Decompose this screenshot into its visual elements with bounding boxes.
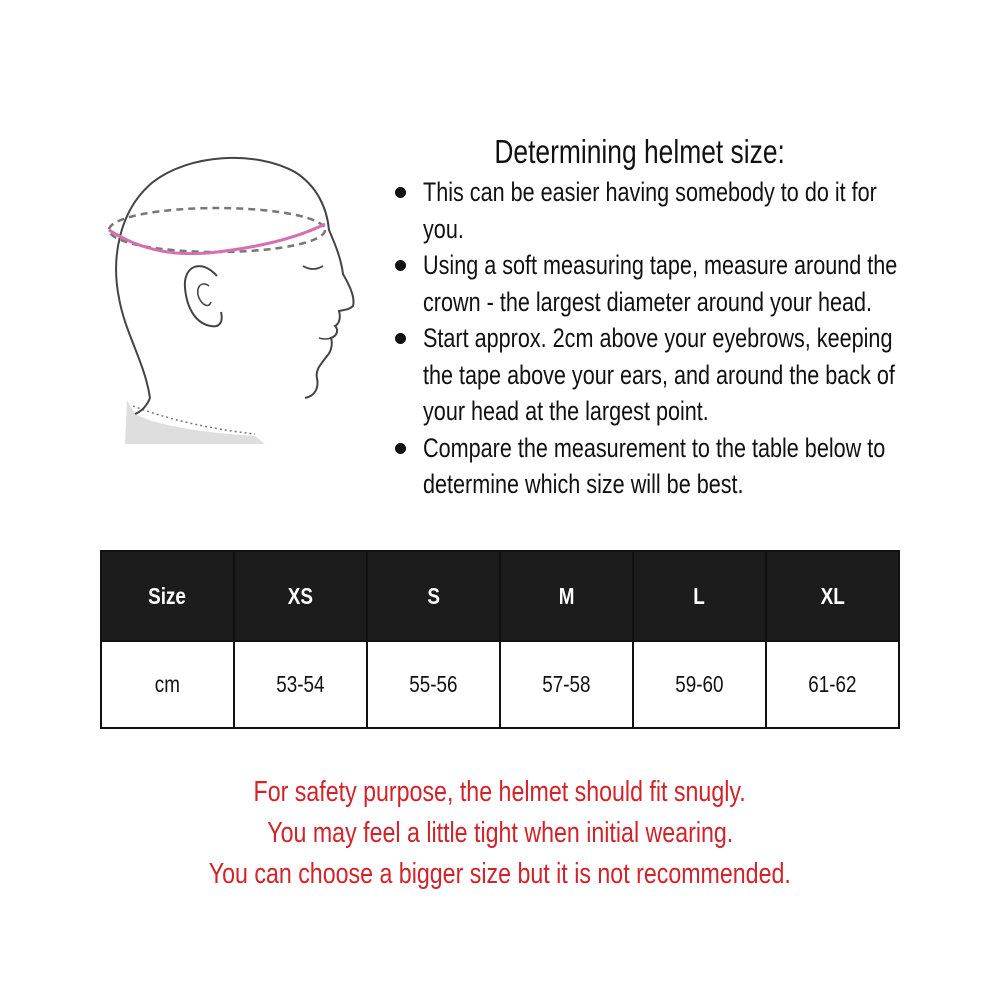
- ear: [185, 266, 222, 326]
- header-cell: Size: [101, 551, 234, 641]
- notice-line: You may feel a little tight when initial wearing.: [266, 817, 733, 849]
- bullet-icon: [395, 187, 406, 198]
- safety-notice: [100, 772, 900, 895]
- header-cell: XL: [766, 551, 899, 641]
- measuring-tape-front: [109, 224, 325, 254]
- bullet-icon: [395, 333, 406, 344]
- table-cell: 61-62: [766, 641, 899, 728]
- header-cell: S: [367, 551, 500, 641]
- notice-line: For safety purpose, the helmet should fit snugly.: [253, 776, 747, 808]
- header-cell: L: [633, 551, 766, 641]
- size-chart-table: [100, 550, 900, 729]
- table-cell: 53-54: [234, 641, 367, 728]
- table-cell: 59-60: [633, 641, 766, 728]
- instruction-item: Start approx. 2cm above your eyebrows, keeping the tape above your ears, and around the back of your head at the largest point.: [390, 320, 950, 430]
- head-outline: [116, 158, 353, 398]
- table-cell: 55-56: [367, 641, 500, 728]
- table-cell: 57-58: [500, 641, 633, 728]
- instructions-list: [390, 174, 950, 503]
- instruction-item: This can be easier having somebody to do it for you.: [390, 174, 950, 247]
- table-row: [101, 641, 899, 728]
- bullet-icon: [395, 260, 406, 271]
- page-title: Determining helmet size:: [494, 133, 786, 170]
- head-measurement-illustration: [105, 148, 365, 448]
- table-cell: cm: [101, 641, 234, 728]
- instruction-item: Compare the measurement to the table below to determine which size will be best.: [390, 430, 950, 503]
- instruction-item: Using a soft measuring tape, measure around the crown - the largest diameter around your head.: [390, 247, 950, 320]
- bullet-icon: [395, 443, 406, 454]
- eye: [303, 266, 323, 269]
- header-cell: XS: [234, 551, 367, 641]
- notice-line: You can choose a bigger size but it is not recommended.: [208, 858, 792, 890]
- table-header-row: [101, 551, 899, 641]
- header-cell: M: [500, 551, 633, 641]
